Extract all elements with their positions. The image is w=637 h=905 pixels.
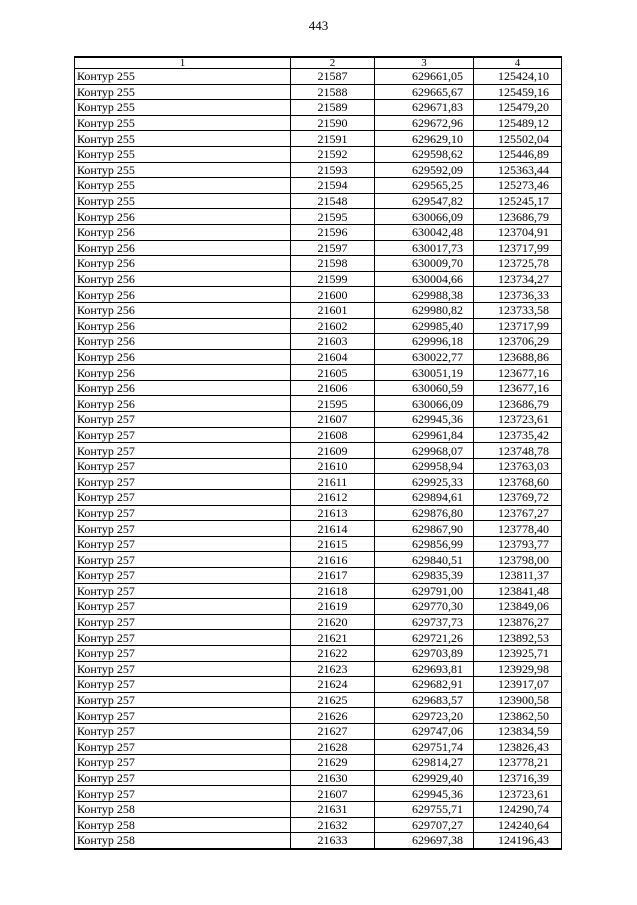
contour-name-cell: Контур 258	[75, 801, 291, 817]
table-row	[75, 739, 562, 755]
table-row	[75, 427, 562, 443]
x-coordinate-cell: 629814,27	[375, 755, 474, 771]
point-number-cell: 21596	[291, 224, 375, 240]
table-row	[75, 115, 562, 131]
contour-name-cell: Контур 257	[75, 458, 291, 474]
point-number-cell: 21601	[291, 302, 375, 318]
contour-name-cell: Контур 257	[75, 521, 291, 537]
point-number-cell: 21626	[291, 708, 375, 724]
point-number-cell: 21620	[291, 614, 375, 630]
table-row	[75, 318, 562, 334]
point-number-cell: 21600	[291, 287, 375, 303]
y-coordinate-cell: 123688,86	[474, 349, 562, 365]
contour-name-cell: Контур 256	[75, 224, 291, 240]
table-row	[75, 505, 562, 521]
y-coordinate-cell: 123892,53	[474, 630, 562, 646]
table-row	[75, 412, 562, 428]
table-row	[75, 84, 562, 100]
y-coordinate-cell: 123834,59	[474, 723, 562, 739]
table-row	[75, 100, 562, 116]
contour-name-cell: Контур 258	[75, 833, 291, 849]
table-row	[75, 146, 562, 162]
point-number-cell: 21615	[291, 536, 375, 552]
x-coordinate-cell: 630051,19	[375, 365, 474, 381]
y-coordinate-cell: 123686,79	[474, 396, 562, 412]
contour-name-cell: Контур 257	[75, 599, 291, 615]
point-number-cell: 21628	[291, 739, 375, 755]
table-row	[75, 645, 562, 661]
y-coordinate-cell: 123735,42	[474, 427, 562, 443]
y-coordinate-cell: 125363,44	[474, 162, 562, 178]
contour-name-cell: Контур 257	[75, 568, 291, 584]
x-coordinate-cell: 629697,38	[375, 833, 474, 849]
table-row	[75, 131, 562, 147]
contour-name-cell: Контур 255	[75, 193, 291, 209]
x-coordinate-cell: 629876,80	[375, 505, 474, 521]
y-coordinate-cell: 123716,39	[474, 770, 562, 786]
point-number-cell: 21607	[291, 412, 375, 428]
contour-name-cell: Контур 257	[75, 692, 291, 708]
y-coordinate-cell: 123734,27	[474, 271, 562, 287]
y-coordinate-cell: 125273,46	[474, 178, 562, 194]
x-coordinate-cell: 629671,83	[375, 100, 474, 116]
contour-name-cell: Контур 257	[75, 770, 291, 786]
table-row	[75, 568, 562, 584]
y-coordinate-cell: 123748,78	[474, 443, 562, 459]
x-coordinate-cell: 629867,90	[375, 521, 474, 537]
contour-name-cell: Контур 257	[75, 583, 291, 599]
point-number-cell: 21595	[291, 209, 375, 225]
y-coordinate-cell: 124290,74	[474, 801, 562, 817]
x-coordinate-cell: 629721,26	[375, 630, 474, 646]
column-header-2: 2	[291, 57, 375, 69]
table-row	[75, 178, 562, 194]
contour-name-cell: Контур 257	[75, 443, 291, 459]
contour-name-cell: Контур 255	[75, 162, 291, 178]
y-coordinate-cell: 123723,61	[474, 412, 562, 428]
y-coordinate-cell: 123763,03	[474, 458, 562, 474]
point-number-cell: 21632	[291, 817, 375, 833]
point-number-cell: 21616	[291, 552, 375, 568]
x-coordinate-cell: 629592,09	[375, 162, 474, 178]
x-coordinate-cell: 629961,84	[375, 427, 474, 443]
contour-name-cell: Контур 255	[75, 131, 291, 147]
contour-name-cell: Контур 257	[75, 661, 291, 677]
table-row	[75, 677, 562, 693]
y-coordinate-cell: 123686,79	[474, 209, 562, 225]
table-row	[75, 256, 562, 272]
table-row	[75, 583, 562, 599]
point-number-cell: 21630	[291, 770, 375, 786]
x-coordinate-cell: 630060,59	[375, 380, 474, 396]
x-coordinate-cell: 630066,09	[375, 396, 474, 412]
column-header-4: 4	[474, 57, 562, 69]
point-number-cell: 21619	[291, 599, 375, 615]
y-coordinate-cell: 123841,48	[474, 583, 562, 599]
point-number-cell: 21623	[291, 661, 375, 677]
x-coordinate-cell: 629894,61	[375, 490, 474, 506]
point-number-cell: 21588	[291, 84, 375, 100]
table-header-row	[75, 57, 562, 69]
y-coordinate-cell: 125489,12	[474, 115, 562, 131]
y-coordinate-cell: 123862,50	[474, 708, 562, 724]
contour-name-cell: Контур 257	[75, 755, 291, 771]
contour-name-cell: Контур 255	[75, 84, 291, 100]
point-number-cell: 21592	[291, 146, 375, 162]
x-coordinate-cell: 630017,73	[375, 240, 474, 256]
contour-name-cell: Контур 256	[75, 302, 291, 318]
page-number: 443	[308, 18, 329, 33]
y-coordinate-cell: 125245,17	[474, 193, 562, 209]
table-row	[75, 755, 562, 771]
x-coordinate-cell: 629929,40	[375, 770, 474, 786]
y-coordinate-cell: 123900,58	[474, 692, 562, 708]
y-coordinate-cell: 125502,04	[474, 131, 562, 147]
point-number-cell: 21604	[291, 349, 375, 365]
point-number-cell: 21599	[291, 271, 375, 287]
table-row	[75, 490, 562, 506]
table-row	[75, 302, 562, 318]
contour-name-cell: Контур 256	[75, 209, 291, 225]
table-row	[75, 552, 562, 568]
contour-name-cell: Контур 257	[75, 427, 291, 443]
y-coordinate-cell: 123723,61	[474, 786, 562, 802]
table-row	[75, 536, 562, 552]
point-number-cell: 21631	[291, 801, 375, 817]
x-coordinate-cell: 629693,81	[375, 661, 474, 677]
contour-name-cell: Контур 256	[75, 256, 291, 272]
x-coordinate-cell: 630009,70	[375, 256, 474, 272]
x-coordinate-cell: 629958,94	[375, 458, 474, 474]
point-number-cell: 21593	[291, 162, 375, 178]
point-number-cell: 21613	[291, 505, 375, 521]
table-row	[75, 599, 562, 615]
point-number-cell: 21595	[291, 396, 375, 412]
table-row	[75, 334, 562, 350]
table-row	[75, 209, 562, 225]
point-number-cell: 21617	[291, 568, 375, 584]
y-coordinate-cell: 123929,98	[474, 661, 562, 677]
x-coordinate-cell: 629565,25	[375, 178, 474, 194]
contour-name-cell: Контур 257	[75, 474, 291, 490]
table-row	[75, 224, 562, 240]
y-coordinate-cell: 123876,27	[474, 614, 562, 630]
point-number-cell: 21612	[291, 490, 375, 506]
y-coordinate-cell: 123826,43	[474, 739, 562, 755]
table-row	[75, 365, 562, 381]
table-row	[75, 474, 562, 490]
x-coordinate-cell: 629747,06	[375, 723, 474, 739]
table-body	[75, 69, 562, 849]
x-coordinate-cell: 629945,36	[375, 412, 474, 428]
x-coordinate-cell: 629598,62	[375, 146, 474, 162]
contour-name-cell: Контур 257	[75, 708, 291, 724]
column-header-3: 3	[375, 57, 474, 69]
y-coordinate-cell: 123717,99	[474, 240, 562, 256]
contour-name-cell: Контур 256	[75, 240, 291, 256]
point-number-cell: 21603	[291, 334, 375, 350]
x-coordinate-cell: 629925,33	[375, 474, 474, 490]
y-coordinate-cell: 123768,60	[474, 474, 562, 490]
y-coordinate-cell: 123917,07	[474, 677, 562, 693]
y-coordinate-cell: 124240,64	[474, 817, 562, 833]
contour-name-cell: Контур 257	[75, 412, 291, 428]
x-coordinate-cell: 629755,71	[375, 801, 474, 817]
point-number-cell: 21587	[291, 69, 375, 85]
y-coordinate-cell: 123778,21	[474, 755, 562, 771]
y-coordinate-cell: 125479,20	[474, 100, 562, 116]
y-coordinate-cell: 125424,10	[474, 69, 562, 85]
point-number-cell: 21605	[291, 365, 375, 381]
contour-name-cell: Контур 255	[75, 115, 291, 131]
x-coordinate-cell: 629751,74	[375, 739, 474, 755]
point-number-cell: 21609	[291, 443, 375, 459]
point-number-cell: 21614	[291, 521, 375, 537]
point-number-cell: 21627	[291, 723, 375, 739]
table-row	[75, 193, 562, 209]
contour-name-cell: Контур 256	[75, 380, 291, 396]
contour-name-cell: Контур 256	[75, 349, 291, 365]
table-row	[75, 614, 562, 630]
contour-name-cell: Контур 257	[75, 677, 291, 693]
x-coordinate-cell: 629629,10	[375, 131, 474, 147]
contour-name-cell: Контур 256	[75, 287, 291, 303]
contour-name-cell: Контур 257	[75, 536, 291, 552]
point-number-cell: 21606	[291, 380, 375, 396]
table-row	[75, 69, 562, 85]
table-row	[75, 443, 562, 459]
table-row	[75, 162, 562, 178]
point-number-cell: 21629	[291, 755, 375, 771]
point-number-cell: 21621	[291, 630, 375, 646]
y-coordinate-cell: 123725,78	[474, 256, 562, 272]
x-coordinate-cell: 629703,89	[375, 645, 474, 661]
point-number-cell: 21607	[291, 786, 375, 802]
contour-name-cell: Контур 255	[75, 69, 291, 85]
x-coordinate-cell: 629791,00	[375, 583, 474, 599]
column-header-1: 1	[75, 57, 291, 69]
contour-name-cell: Контур 256	[75, 318, 291, 334]
contour-name-cell: Контур 257	[75, 614, 291, 630]
x-coordinate-cell: 629988,38	[375, 287, 474, 303]
table-row	[75, 786, 562, 802]
contour-name-cell: Контур 257	[75, 630, 291, 646]
y-coordinate-cell: 123704,91	[474, 224, 562, 240]
table-row	[75, 817, 562, 833]
table-row	[75, 287, 562, 303]
coordinates-table	[74, 56, 562, 850]
x-coordinate-cell: 629968,07	[375, 443, 474, 459]
x-coordinate-cell: 630066,09	[375, 209, 474, 225]
x-coordinate-cell: 629665,67	[375, 84, 474, 100]
point-number-cell: 21622	[291, 645, 375, 661]
contour-name-cell: Контур 255	[75, 178, 291, 194]
y-coordinate-cell: 123769,72	[474, 490, 562, 506]
x-coordinate-cell: 629996,18	[375, 334, 474, 350]
point-number-cell: 21589	[291, 100, 375, 116]
y-coordinate-cell: 125446,89	[474, 146, 562, 162]
table-row	[75, 723, 562, 739]
y-coordinate-cell: 123798,00	[474, 552, 562, 568]
table-row	[75, 380, 562, 396]
point-number-cell: 21594	[291, 178, 375, 194]
x-coordinate-cell: 629835,39	[375, 568, 474, 584]
contour-name-cell: Контур 257	[75, 786, 291, 802]
y-coordinate-cell: 123706,29	[474, 334, 562, 350]
table-row	[75, 630, 562, 646]
table-row	[75, 240, 562, 256]
table-row	[75, 801, 562, 817]
table-row	[75, 661, 562, 677]
x-coordinate-cell: 629547,82	[375, 193, 474, 209]
x-coordinate-cell: 629682,91	[375, 677, 474, 693]
y-coordinate-cell: 123736,33	[474, 287, 562, 303]
x-coordinate-cell: 629840,51	[375, 552, 474, 568]
contour-name-cell: Контур 257	[75, 723, 291, 739]
point-number-cell: 21618	[291, 583, 375, 599]
y-coordinate-cell: 123677,16	[474, 380, 562, 396]
point-number-cell: 21602	[291, 318, 375, 334]
table-row	[75, 271, 562, 287]
point-number-cell: 21611	[291, 474, 375, 490]
y-coordinate-cell: 123778,40	[474, 521, 562, 537]
table-row	[75, 521, 562, 537]
x-coordinate-cell: 630004,66	[375, 271, 474, 287]
point-number-cell: 21590	[291, 115, 375, 131]
point-number-cell: 21598	[291, 256, 375, 272]
x-coordinate-cell: 629707,27	[375, 817, 474, 833]
point-number-cell: 21597	[291, 240, 375, 256]
x-coordinate-cell: 629770,30	[375, 599, 474, 615]
x-coordinate-cell: 629985,40	[375, 318, 474, 334]
point-number-cell: 21633	[291, 833, 375, 849]
x-coordinate-cell: 630042,48	[375, 224, 474, 240]
x-coordinate-cell: 629737,73	[375, 614, 474, 630]
contour-name-cell: Контур 257	[75, 739, 291, 755]
contour-name-cell: Контур 255	[75, 100, 291, 116]
contour-name-cell: Контур 257	[75, 490, 291, 506]
table-row	[75, 396, 562, 412]
y-coordinate-cell: 123849,06	[474, 599, 562, 615]
y-coordinate-cell: 123925,71	[474, 645, 562, 661]
point-number-cell: 21610	[291, 458, 375, 474]
point-number-cell: 21548	[291, 193, 375, 209]
x-coordinate-cell: 629945,36	[375, 786, 474, 802]
point-number-cell: 21608	[291, 427, 375, 443]
y-coordinate-cell: 123733,58	[474, 302, 562, 318]
y-coordinate-cell: 125459,16	[474, 84, 562, 100]
table-row	[75, 708, 562, 724]
table-row	[75, 833, 562, 849]
x-coordinate-cell: 629856,99	[375, 536, 474, 552]
x-coordinate-cell: 629672,96	[375, 115, 474, 131]
y-coordinate-cell: 123767,27	[474, 505, 562, 521]
contour-name-cell: Контур 258	[75, 817, 291, 833]
table-row	[75, 458, 562, 474]
point-number-cell: 21591	[291, 131, 375, 147]
y-coordinate-cell: 123717,99	[474, 318, 562, 334]
y-coordinate-cell: 123811,37	[474, 568, 562, 584]
contour-name-cell: Контур 256	[75, 334, 291, 350]
contour-name-cell: Контур 256	[75, 271, 291, 287]
table-row	[75, 349, 562, 365]
point-number-cell: 21625	[291, 692, 375, 708]
x-coordinate-cell: 629723,20	[375, 708, 474, 724]
y-coordinate-cell: 123793,77	[474, 536, 562, 552]
contour-name-cell: Контур 257	[75, 505, 291, 521]
contour-name-cell: Контур 257	[75, 552, 291, 568]
x-coordinate-cell: 629683,57	[375, 692, 474, 708]
x-coordinate-cell: 629661,05	[375, 69, 474, 85]
y-coordinate-cell: 124196,43	[474, 833, 562, 849]
x-coordinate-cell: 630022,77	[375, 349, 474, 365]
table-row	[75, 770, 562, 786]
contour-name-cell: Контур 255	[75, 146, 291, 162]
contour-name-cell: Контур 256	[75, 396, 291, 412]
point-number-cell: 21624	[291, 677, 375, 693]
contour-name-cell: Контур 256	[75, 365, 291, 381]
y-coordinate-cell: 123677,16	[474, 365, 562, 381]
contour-name-cell: Контур 257	[75, 645, 291, 661]
x-coordinate-cell: 629980,82	[375, 302, 474, 318]
table-row	[75, 692, 562, 708]
